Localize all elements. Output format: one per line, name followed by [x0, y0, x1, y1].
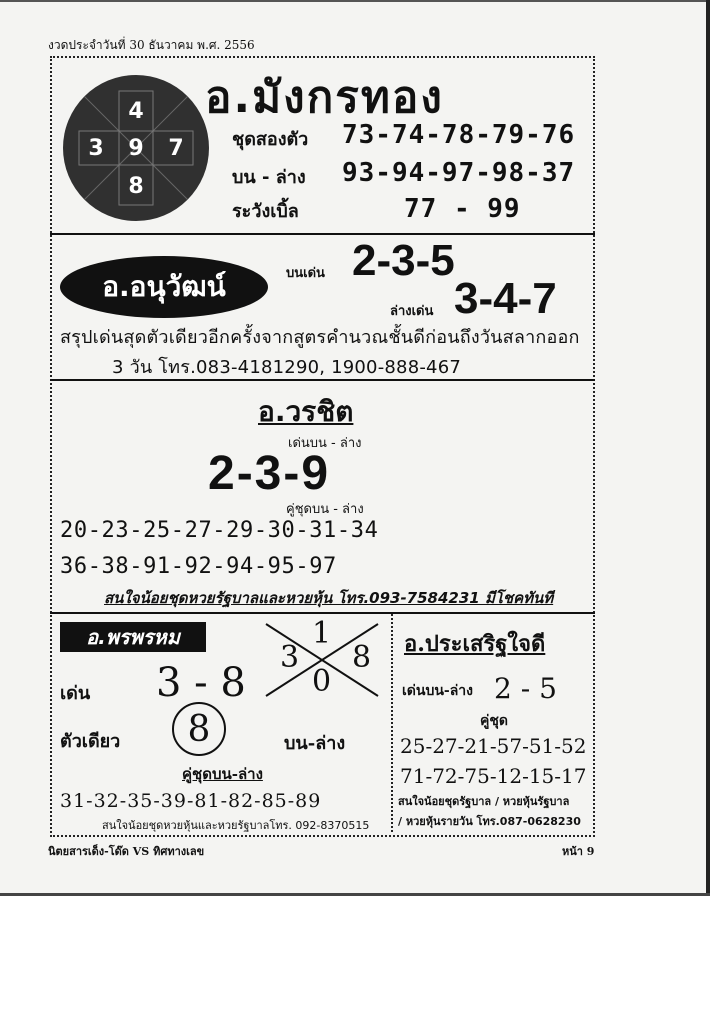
divider-1 [50, 233, 595, 235]
section5-note2: / หวยหุ้นรายวัน โทร.087-0628230 [398, 815, 581, 828]
section4-den-value: 3 - 8 [156, 660, 246, 706]
section5-row1: 25-27-21-57-51-52 [400, 734, 587, 758]
cross-number-right: 8 [352, 640, 372, 675]
section1-value-2: 77 - 99 [404, 194, 521, 224]
section5-den-label: เด่นบน-ล่าง [402, 683, 473, 699]
section4-pairs: 31-32-35-39-81-82-85-89 [60, 790, 322, 812]
footer-publication: นิตยสารเด็ง-โด๊ด VS ทิศทางเลข [48, 845, 205, 858]
wheel-number-top: 4 [128, 98, 144, 124]
section3-row2: 36-38-91-92-94-95-97 [60, 554, 337, 579]
cross-number-left: 3 [280, 640, 300, 675]
section4-title-badge: อ.พรพรหม [60, 622, 206, 652]
section3-sub1: เด่นบน - ล่าง [288, 436, 362, 451]
section1-title: อ.มังกรทอง [205, 72, 444, 123]
section4-contact-note: สนใจน้อยชุดหวยหุ้นและหวยรัฐบาลโทร. 092-8370515 [102, 819, 370, 832]
section1-label-0: ชุดสองตัว [232, 129, 309, 150]
section2-title-badge: อ.อนุวัฒน์ [60, 256, 268, 318]
issue-date: งวดประจำวันที่ 30 ธันวาคม พ.ศ. 2556 [48, 38, 255, 52]
section4-single-label: ตัวเดียว [60, 731, 121, 752]
section5-note1: สนใจน้อยชุดรัฐบาล / หวยหุ้นรัฐบาล [398, 795, 570, 808]
section3-row1: 20-23-25-27-29-30-31-34 [60, 518, 379, 543]
section3-main-numbers: 2-3-9 [208, 447, 331, 500]
wheel-number-left: 3 [88, 135, 104, 161]
section1-label-1: บน - ล่าง [232, 167, 306, 188]
section4-updown-label: บน-ล่าง [284, 733, 346, 754]
section2-paragraph-line2: 3 วัน โทร.083-4181290, 1900-888-467 [112, 357, 462, 378]
page-right-edge [706, 0, 710, 893]
section1-label-2: ระวังเบิ้ล [232, 201, 299, 222]
section2-top-value: 2-3-5 [352, 236, 455, 285]
wheel-number-bottom: 8 [128, 173, 144, 199]
cross-number-top: 1 [312, 616, 332, 651]
wheel-number-right: 7 [168, 135, 184, 161]
section5-den-value: 2 - 5 [494, 672, 557, 705]
wheel-number-center: 9 [128, 135, 144, 161]
section2-bottom-label: ล่างเด่น [390, 304, 434, 319]
section3-contact-note: สนใจน้อยชุดหวยรัฐบาลและหวยหุ้น โทร.093-7584231 มีโชคทันที [104, 589, 554, 607]
section5-row2: 71-72-75-12-15-17 [400, 764, 587, 788]
section3-title: อ.วรชิต [258, 395, 354, 428]
column-divider [391, 614, 393, 832]
section5-title: อ.ประเสริฐใจดี [404, 631, 546, 657]
section4-den-label: เด่น [60, 683, 91, 704]
footer-page-number: หน้า 9 [562, 845, 595, 858]
section2-top-label: บนเด่น [286, 266, 325, 281]
cross-number-bottom: 0 [312, 664, 332, 699]
section2-paragraph-line1: สรุปเด่นสุดตัวเดียวอีกครั้งจากสูตรคำนวณชั้นดีก่อนถึงวันสลากออก [60, 327, 580, 348]
section2-bottom-value: 3-4-7 [454, 274, 557, 323]
number-wheel [63, 75, 209, 221]
section1-value-0: 73-74-78-79-76 [342, 120, 576, 150]
section4-pairs-label: คู่ชุดบน-ล่าง [182, 765, 263, 783]
divider-3 [50, 612, 595, 614]
page-top-edge [0, 0, 706, 2]
section3-sub2: คู่ชุดบน - ล่าง [286, 502, 364, 517]
section1-value-1: 93-94-97-98-37 [342, 158, 576, 188]
section5-pairs-label: คู่ชุด [480, 713, 508, 729]
page-bottom-edge [0, 893, 710, 896]
section4-single-value: 8 [172, 702, 226, 756]
